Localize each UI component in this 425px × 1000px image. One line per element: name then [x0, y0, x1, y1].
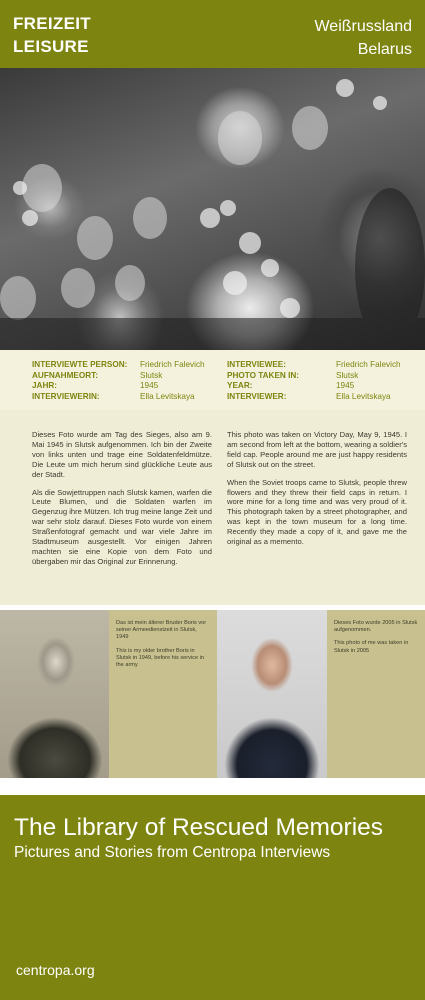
caption-english: This photo of me was taken in Slutsk in 2005 [334, 640, 409, 654]
info-labels-german [32, 360, 127, 402]
story-paragraph: This photo was taken on Victory Day, May 9, 1945. I am second from left at the bottom, wearing a soldier's field cap. People around me are just happy residents of Slutsk out on the street. [227, 430, 407, 469]
info-value: Slutsk [140, 370, 163, 380]
story-section [0, 410, 425, 605]
country-english: Belarus [357, 41, 412, 58]
main-photo [0, 68, 425, 350]
info-value: 1945 [336, 381, 355, 390]
info-value: Ella Levitskaya [140, 391, 195, 401]
info-label: INTERVIEWTE PERSON: [32, 360, 128, 369]
info-label: JAHR: [32, 381, 58, 390]
info-value: Ella Levitskaya [336, 391, 391, 401]
info-value: 1945 [140, 381, 159, 390]
title-german: FREIZEIT [13, 14, 91, 33]
footer-title: The Library of Rescued Memories [14, 814, 384, 841]
brother-caption [109, 610, 217, 778]
interview-info [0, 350, 425, 410]
info-label: PHOTO TAKEN IN: [227, 370, 300, 380]
self-portrait-photo [217, 610, 327, 778]
info-value: Slutsk [336, 370, 359, 380]
info-label: YEAR: [227, 381, 253, 390]
info-label: AUFNAHMEORT: [32, 370, 98, 380]
info-value: Friedrich Falevich [336, 360, 401, 369]
caption-english: This is my older brother Boris in Slutsk in 1949, before his service in the army [116, 647, 204, 669]
header-country [314, 15, 412, 61]
header-bar [0, 0, 425, 68]
info-values-german [140, 360, 205, 402]
info-values-english [336, 360, 401, 402]
caption-german: Das ist mein älterer Bruder Boris vor seiner Armeedienstzeit in Slutsk, 1949 [116, 620, 207, 641]
info-label: INTERVIEWERIN: [32, 391, 100, 401]
footer-bar [0, 795, 425, 1000]
crowd-photo-illustration [0, 68, 425, 350]
header-title [13, 12, 91, 58]
brother-portrait-photo [0, 610, 109, 778]
info-label: INTERVIEWER: [227, 391, 287, 401]
caption-german: Dieses Foto wurde 2005 in Slutsk aufgenommen. [334, 620, 418, 634]
info-value: Friedrich Falevich [140, 360, 205, 369]
portraits-section [0, 605, 425, 795]
story-paragraph: Als die Sowjettruppen nach Slutsk kamen, warfen die Leute Blumen, und die Soldaten warfen im Gegenzug ihre Mützen. Ich trug meine lange Zeit und war sehr stolz darauf. Dieses Foto wurde von einem Straßenfotograf gemacht und war viele Jahre im Stadtmuseum ausgestellt. Vor einigen Jahren machten sie eine Kopie von dem Foto und übergaben mir das Original zur Erinnerung. [32, 487, 212, 566]
footer-subtitle: Pictures and Stories from Centropa Interviews [14, 844, 331, 861]
story-paragraph: Dieses Foto wurde am Tag des Sieges, also am 9. Mai 1945 in Slutsk aufgenommen. Ich bin der Zweite von links unten und trage eine Soldatenfeldmütze. Die Leute um mich herum sind glückliche Leute aus der Stadt. [32, 430, 212, 479]
footer-url-link[interactable]: centropa.org [16, 962, 95, 978]
title-english: LEISURE [13, 37, 89, 56]
story-paragraph: When the Soviet troops came to Slutsk, people threw flowers and they threw their field caps in return. I wore mine for a long time and was very proud of it. This photograph taken by a street photographer, and was kept in the town museum for a long time. Recently they made a copy of it, and gave me the original as a memento. [227, 477, 407, 547]
country-german: Weißrussland [314, 18, 412, 35]
info-labels-english [227, 360, 299, 402]
self-caption [327, 610, 425, 778]
story-english [227, 430, 407, 555]
info-label: INTERVIEWEE: [227, 360, 286, 369]
story-german [32, 430, 212, 575]
